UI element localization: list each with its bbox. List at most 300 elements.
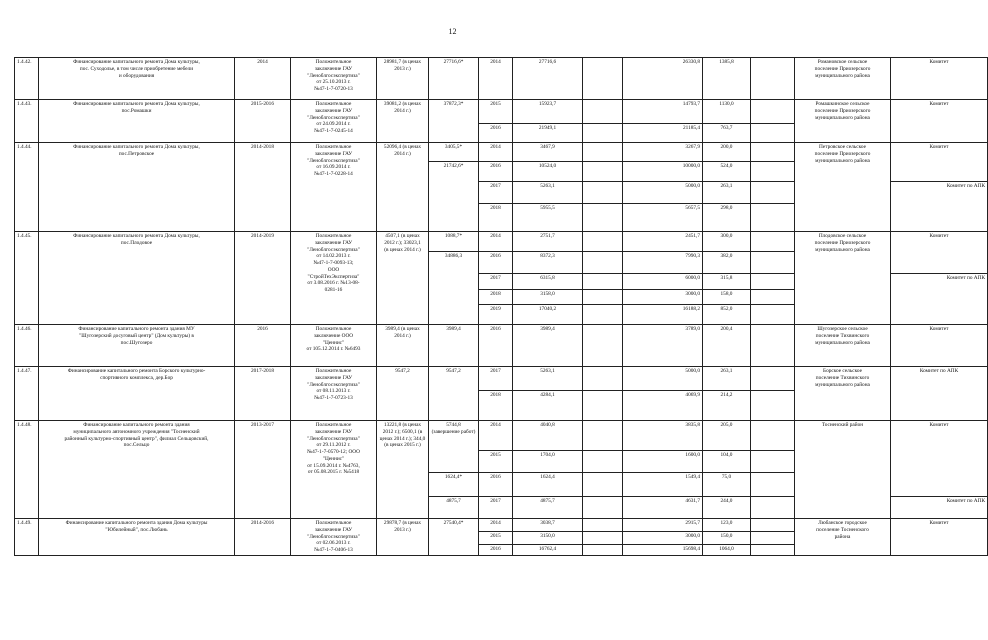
committee bbox=[891, 367, 988, 421]
recipient-text: Тосненский район bbox=[821, 422, 864, 428]
spacer-cell bbox=[583, 325, 623, 367]
year-text: 2016 bbox=[490, 326, 501, 332]
program-table bbox=[14, 57, 988, 556]
local-budget bbox=[703, 497, 751, 519]
spacer-cell bbox=[751, 290, 795, 305]
regional-budget-text: 15698,4 bbox=[682, 545, 700, 552]
funding-need-text: 37872,3* bbox=[443, 101, 464, 107]
expertise-text: Положительное заключение ГАУ "Леноблгосэкспертиза" от 16.09.2014 г. №47-1-7-0228-14 bbox=[307, 144, 360, 178]
row-number bbox=[15, 325, 39, 367]
row-number-text: 1.4.47. bbox=[17, 368, 32, 374]
object-name bbox=[39, 421, 235, 519]
local-budget-text: 763,7 bbox=[720, 125, 733, 131]
spacer-cell bbox=[751, 497, 795, 519]
period-text: 2015-2016 bbox=[251, 101, 274, 107]
total-amount bbox=[513, 143, 583, 162]
expertise bbox=[291, 367, 377, 421]
funding-need-text: 1088,7* bbox=[444, 233, 463, 239]
total-amount bbox=[513, 204, 583, 232]
spacer-cell bbox=[583, 290, 623, 305]
regional-budget bbox=[623, 143, 703, 162]
period bbox=[235, 325, 291, 367]
regional-budget-text: 4069,9 bbox=[685, 392, 700, 398]
total-amount bbox=[513, 391, 583, 421]
local-budget bbox=[703, 124, 751, 143]
row-number bbox=[15, 519, 39, 556]
total-amount-text: 5955,5 bbox=[540, 205, 555, 211]
local-budget bbox=[703, 290, 751, 305]
committee bbox=[891, 100, 988, 143]
local-budget-text: 382,0 bbox=[720, 253, 733, 259]
funding-need-text: 27540,4* bbox=[443, 520, 464, 526]
total-amount-text: 21949,1 bbox=[538, 125, 557, 131]
period bbox=[235, 100, 291, 143]
spacer-cell bbox=[583, 497, 623, 519]
regional-budget bbox=[623, 58, 703, 100]
committee bbox=[891, 497, 988, 519]
spacer-cell bbox=[583, 451, 623, 473]
local-budget-text: 158,0 bbox=[720, 291, 733, 297]
committee-text: Комитет bbox=[929, 144, 949, 150]
committee bbox=[891, 143, 988, 182]
year-text: 2018 bbox=[490, 205, 501, 211]
local-budget bbox=[703, 305, 751, 325]
year bbox=[479, 497, 513, 519]
year-text: 2019 bbox=[490, 306, 501, 312]
funding-need-text: 27716,6* bbox=[443, 59, 464, 65]
local-budget bbox=[703, 325, 751, 367]
period bbox=[235, 143, 291, 232]
row-number bbox=[15, 143, 39, 232]
local-budget-text: 75,0 bbox=[721, 474, 732, 480]
local-budget bbox=[703, 252, 751, 274]
total-amount bbox=[513, 451, 583, 473]
regional-budget-text: 16188,2 bbox=[682, 306, 700, 312]
committee bbox=[891, 182, 988, 232]
spacer-cell bbox=[751, 473, 795, 497]
spacer-cell bbox=[583, 232, 623, 252]
year bbox=[479, 58, 513, 100]
estimated-cost bbox=[377, 367, 429, 421]
total-amount-text: 1624,4 bbox=[540, 474, 555, 480]
committee bbox=[891, 519, 988, 556]
row-number-text: 1.4.48. bbox=[17, 422, 32, 428]
regional-budget-text: 2915,7 bbox=[685, 520, 700, 526]
total-amount bbox=[513, 325, 583, 367]
year bbox=[479, 325, 513, 367]
committee-text: Комитет по АПК bbox=[946, 275, 985, 281]
regional-budget-text: 4631,7 bbox=[685, 498, 700, 504]
table-row bbox=[15, 232, 988, 252]
local-budget bbox=[703, 367, 751, 391]
spacer-cell bbox=[751, 532, 795, 544]
regional-budget bbox=[623, 519, 703, 532]
year-text: 2018 bbox=[490, 291, 501, 297]
row-number-text: 1.4.44. bbox=[17, 144, 32, 150]
estimated-cost-text: 39081,2 (в ценах 2014 г.) bbox=[383, 101, 422, 114]
object-name bbox=[39, 367, 235, 421]
committee-text: Комитет bbox=[929, 233, 949, 239]
estimated-cost-text: 13221,8 (в ценах 2012 г.); 6500,1 (в ценах 2014 г.); 344,0 (в ценах 2015 г.) bbox=[379, 422, 426, 449]
year-text: 2016 bbox=[490, 474, 501, 480]
expertise-text: Положительное заключение ГАУ "Леноблгосэкспертиза" от 14.02.2013 г. №47-1-7-0093-13; ООО "СтройТехЭкспертиза" от 3.08.2016 г. №13-08- 0281-16 bbox=[307, 233, 360, 294]
estimated-cost-text: 3989,4 (в ценах 2014 г.) bbox=[385, 326, 420, 339]
funding-need-text: 9547,2 bbox=[446, 368, 461, 374]
year bbox=[479, 232, 513, 252]
total-amount-text: 17040,2 bbox=[538, 306, 557, 312]
regional-budget bbox=[623, 274, 703, 290]
funding-need-text: 34886,3 bbox=[444, 253, 463, 259]
table-row bbox=[15, 325, 988, 367]
regional-budget-text: 26330,8 bbox=[682, 59, 700, 65]
regional-budget-text: 3000,0 bbox=[685, 533, 700, 540]
recipient-text: Петровское сельское поселение Приозерского муниципального района bbox=[814, 144, 871, 164]
spacer-cell bbox=[751, 124, 795, 143]
object-name bbox=[39, 143, 235, 232]
year bbox=[479, 367, 513, 391]
funding-need bbox=[429, 473, 479, 497]
row-number-text: 1.4.49. bbox=[17, 520, 32, 526]
expertise-text: Положительное заключение ООО "Ценнис" от 105.12.2014 г. №6493 bbox=[306, 326, 361, 353]
recipient bbox=[795, 58, 891, 100]
table-row bbox=[15, 58, 988, 100]
regional-budget bbox=[623, 451, 703, 473]
expertise bbox=[291, 519, 377, 556]
object-name-text: Финансирование капитального ремонта Дома культуры, пос.Плодовое bbox=[73, 233, 200, 246]
period-text: 2016 bbox=[257, 326, 268, 332]
local-budget-text: 298,0 bbox=[720, 205, 733, 211]
local-budget bbox=[703, 519, 751, 532]
funding-need bbox=[429, 421, 479, 473]
year-text: 2017 bbox=[490, 275, 501, 281]
regional-budget-text: 3000,0 bbox=[685, 291, 700, 297]
local-budget-text: 315,8 bbox=[720, 275, 733, 281]
regional-budget bbox=[623, 100, 703, 124]
period bbox=[235, 367, 291, 421]
total-amount-text: 27716,6 bbox=[538, 59, 557, 65]
funding-need-text: 3405,5* bbox=[444, 144, 463, 150]
object-name bbox=[39, 100, 235, 143]
total-amount bbox=[513, 124, 583, 143]
expertise-text: Положительное заключение ГАУ "Леноблгосэкспертиза" от 08.11.2013 г. №47-1-7-0723-13 bbox=[307, 368, 360, 402]
local-budget bbox=[703, 274, 751, 290]
spacer-cell bbox=[583, 274, 623, 290]
estimated-cost-text: 9547,2 bbox=[395, 368, 410, 374]
regional-budget-text: 1600,0 bbox=[685, 452, 700, 458]
year bbox=[479, 274, 513, 290]
year-text: 2018 bbox=[490, 392, 501, 398]
year bbox=[479, 252, 513, 274]
funding-need bbox=[429, 162, 479, 232]
regional-budget bbox=[623, 124, 703, 143]
expertise bbox=[291, 143, 377, 232]
recipient bbox=[795, 232, 891, 325]
year bbox=[479, 473, 513, 497]
year-text: 2014 bbox=[490, 233, 501, 239]
local-budget bbox=[703, 544, 751, 555]
year bbox=[479, 451, 513, 473]
period bbox=[235, 519, 291, 556]
recipient bbox=[795, 367, 891, 421]
year bbox=[479, 204, 513, 232]
local-budget bbox=[703, 143, 751, 162]
year-text: 2014 bbox=[490, 422, 501, 428]
expertise bbox=[291, 100, 377, 143]
regional-budget-text: 10000,0 bbox=[682, 163, 700, 169]
total-amount-text: 3038,7 bbox=[540, 520, 555, 526]
funding-need bbox=[429, 252, 479, 325]
row-number bbox=[15, 100, 39, 143]
page-number: 12 bbox=[448, 27, 457, 36]
local-budget bbox=[703, 391, 751, 421]
total-amount-text: 4284,1 bbox=[540, 392, 555, 398]
local-budget-text: 852,0 bbox=[720, 306, 733, 312]
row-number-text: 1.4.45. bbox=[17, 233, 32, 239]
total-amount bbox=[513, 473, 583, 497]
year-text: 2016 bbox=[490, 125, 501, 131]
total-amount-text: 16762,4 bbox=[538, 545, 557, 552]
year-text: 2017 bbox=[490, 183, 501, 189]
table-row bbox=[15, 519, 988, 532]
spacer-cell bbox=[583, 473, 623, 497]
regional-budget-text: 3835,8 bbox=[685, 422, 700, 428]
recipient-text: Плодовское сельское поселение Приозерского муниципального района bbox=[814, 233, 871, 253]
local-budget-text: 1130,0 bbox=[719, 101, 734, 107]
period bbox=[235, 232, 291, 325]
spacer-cell bbox=[751, 204, 795, 232]
committee bbox=[891, 58, 988, 100]
expertise-text: Положительное заключение ГАУ "Леноблгосэкспертиза" от 02.06.2013 г. №47-1-7-0406-13 bbox=[307, 520, 360, 554]
regional-budget bbox=[623, 204, 703, 232]
object-name bbox=[39, 519, 235, 556]
funding-need bbox=[429, 58, 479, 100]
regional-budget-text: 6000,0 bbox=[685, 275, 700, 281]
local-budget-text: 200,0 bbox=[720, 144, 733, 150]
total-amount bbox=[513, 252, 583, 274]
expertise bbox=[291, 421, 377, 519]
funding-need bbox=[429, 497, 479, 519]
recipient-text: Романовское сельское поселение Приозерского муниципального района bbox=[814, 59, 871, 79]
total-amount-text: 6315,8 bbox=[540, 275, 555, 281]
recipient bbox=[795, 143, 891, 232]
committee-text: Комитет bbox=[929, 101, 949, 107]
spacer-cell bbox=[583, 100, 623, 124]
year-text: 2016 bbox=[490, 253, 501, 259]
object-name-text: Финансирование капитального ремонта здания Дома культуры "Юбилейный", пос.Любань bbox=[65, 520, 208, 533]
total-amount bbox=[513, 532, 583, 544]
spacer-cell bbox=[583, 544, 623, 555]
total-amount bbox=[513, 162, 583, 182]
object-name bbox=[39, 232, 235, 325]
year bbox=[479, 162, 513, 182]
local-budget-text: 104,0 bbox=[720, 452, 733, 458]
period-text: 2014-2019 bbox=[251, 233, 274, 239]
period-text: 2013-2017 bbox=[251, 422, 274, 428]
period-text: 2014 bbox=[257, 59, 268, 65]
spacer-cell bbox=[583, 124, 623, 143]
object-name-text: Финансирование капитального ремонта Борского культурно- спортивного комплекса, дер.Бор bbox=[67, 368, 206, 381]
year bbox=[479, 143, 513, 162]
spacer-cell bbox=[583, 143, 623, 162]
estimated-cost-text: 29878,7 (в ценах 2013 г.) bbox=[383, 520, 422, 533]
spacer-cell bbox=[583, 519, 623, 532]
year bbox=[479, 124, 513, 143]
spacer-cell bbox=[751, 182, 795, 204]
spacer-cell bbox=[751, 421, 795, 451]
local-budget bbox=[703, 162, 751, 182]
expertise bbox=[291, 232, 377, 325]
recipient-text: Любанское городское поселение Тосненского района bbox=[816, 520, 869, 540]
total-amount bbox=[513, 182, 583, 204]
regional-budget bbox=[623, 290, 703, 305]
regional-budget bbox=[623, 367, 703, 391]
year bbox=[479, 290, 513, 305]
spacer-cell bbox=[583, 391, 623, 421]
expertise-text: Положительное заключение ГАУ "Леноблгосэкспертиза" от 29.11.2012 г. №47-1-7-0570-12; ООО "Ценнис" от 15.09.2014 г. №4763, от 05.08.2015 г. №5418 bbox=[307, 422, 360, 476]
table-row bbox=[15, 367, 988, 391]
committee bbox=[891, 325, 988, 367]
spacer-cell bbox=[751, 143, 795, 162]
spacer-cell bbox=[583, 367, 623, 391]
year-text: 2015 bbox=[490, 533, 501, 540]
regional-budget-text: 5000,0 bbox=[685, 368, 700, 374]
local-budget bbox=[703, 232, 751, 252]
year-text: 2015 bbox=[490, 101, 501, 107]
local-budget bbox=[703, 182, 751, 204]
expertise bbox=[291, 58, 377, 100]
recipient bbox=[795, 519, 891, 556]
local-budget-text: 300,0 bbox=[720, 233, 733, 239]
row-number bbox=[15, 58, 39, 100]
funding-need bbox=[429, 325, 479, 367]
funding-need bbox=[429, 519, 479, 556]
funding-need-text: 21742,6* bbox=[443, 163, 464, 169]
year-text: 2015 bbox=[490, 452, 501, 458]
total-amount-text: 3158,0 bbox=[540, 291, 555, 297]
row-number bbox=[15, 232, 39, 325]
total-amount-text: 4875,7 bbox=[540, 498, 555, 504]
total-amount bbox=[513, 100, 583, 124]
expertise-text: Положительное заключение ГАУ "Леноблгосэкспертиза" от 24.09.2014 г. №47-1-7-0245-14 bbox=[307, 101, 360, 135]
estimated-cost bbox=[377, 325, 429, 367]
funding-need bbox=[429, 367, 479, 421]
regional-budget-text: 5657,5 bbox=[685, 205, 700, 211]
period bbox=[235, 58, 291, 100]
total-amount-text: 8372,3 bbox=[540, 253, 555, 259]
committee bbox=[891, 274, 988, 325]
regional-budget-text: 1549,4 bbox=[685, 474, 700, 480]
year-text: 2017 bbox=[490, 368, 501, 374]
spacer-cell bbox=[583, 182, 623, 204]
table-row bbox=[15, 143, 988, 162]
estimated-cost bbox=[377, 100, 429, 143]
object-name-text: Финансирование капитального ремонта здания муниципального автономного учреждения "Тосненский районный культурно-спортивный центр", филиал Сельцовский, пос.Сельцо bbox=[64, 422, 209, 449]
period-text: 2014-2018 bbox=[251, 144, 274, 150]
total-amount-text: 15923,7 bbox=[538, 101, 557, 107]
total-amount-text: 10524,0 bbox=[538, 163, 557, 169]
local-budget-text: 524,0 bbox=[720, 163, 733, 169]
local-budget bbox=[703, 58, 751, 100]
committee-text: Комитет bbox=[929, 422, 949, 428]
spacer-cell bbox=[583, 58, 623, 100]
year bbox=[479, 532, 513, 544]
local-budget-text: 214,2 bbox=[720, 392, 733, 398]
committee-text: Комитет bbox=[929, 59, 949, 65]
spacer-cell bbox=[583, 252, 623, 274]
total-amount bbox=[513, 544, 583, 555]
regional-budget bbox=[623, 544, 703, 555]
local-budget-text: 263,1 bbox=[720, 183, 733, 189]
object-name bbox=[39, 325, 235, 367]
spacer-cell bbox=[583, 305, 623, 325]
spacer-cell bbox=[751, 252, 795, 274]
period-text: 2017-2018 bbox=[251, 368, 274, 374]
spacer-cell bbox=[583, 532, 623, 544]
estimated-cost-text: 4507,1 (в ценах 2012 г.); 33023,1 (в ценах 2014 г.) bbox=[384, 233, 421, 253]
year bbox=[479, 100, 513, 124]
year bbox=[479, 421, 513, 451]
local-budget-text: 263,1 bbox=[720, 368, 733, 374]
year-text: 2016 bbox=[490, 545, 501, 552]
year-text: 2014 bbox=[490, 520, 501, 526]
year-text: 2014 bbox=[490, 59, 501, 65]
regional-budget-text: 14793,7 bbox=[682, 101, 700, 107]
total-amount-text: 5263,1 bbox=[540, 368, 555, 374]
object-name-text: Финансирование капитального ремонта здания МУ "Шугозерский досуговый центр" (Дом культуры) в пос.Шугозеро bbox=[78, 326, 195, 346]
local-budget-text: 150,0 bbox=[720, 533, 733, 540]
local-budget-text: 1385,8 bbox=[719, 59, 734, 65]
regional-budget-text: 21185,4 bbox=[682, 125, 700, 131]
committee-text: Комитет bbox=[929, 520, 949, 526]
regional-budget bbox=[623, 391, 703, 421]
year bbox=[479, 182, 513, 204]
object-name-text: Финансирование капитального ремонта Дома культуры, пос.Ромашки bbox=[73, 101, 200, 114]
regional-budget-text: 2451,7 bbox=[685, 233, 700, 239]
recipient bbox=[795, 100, 891, 143]
year bbox=[479, 305, 513, 325]
period-text: 2014-2016 bbox=[251, 520, 274, 526]
regional-budget bbox=[623, 162, 703, 182]
object-name bbox=[39, 58, 235, 100]
row-number-text: 1.4.43. bbox=[17, 101, 32, 107]
table-row bbox=[15, 421, 988, 451]
estimated-cost bbox=[377, 421, 429, 519]
year bbox=[479, 391, 513, 421]
funding-need bbox=[429, 143, 479, 162]
period bbox=[235, 421, 291, 519]
regional-budget-text: 5000,0 bbox=[685, 183, 700, 189]
total-amount bbox=[513, 497, 583, 519]
local-budget-text: 1064,0 bbox=[719, 545, 734, 552]
estimated-cost-text: 28981,7 (в ценах 2013 г.) bbox=[383, 59, 422, 72]
year bbox=[479, 519, 513, 532]
local-budget bbox=[703, 473, 751, 497]
estimated-cost bbox=[377, 143, 429, 232]
regional-budget bbox=[623, 421, 703, 451]
spacer-cell bbox=[751, 325, 795, 367]
year-text: 2014 bbox=[490, 144, 501, 150]
spacer-cell bbox=[751, 305, 795, 325]
object-name-text: Финансирование капитального ремонта Дома культуры, пос. Суходолье, в том числе приобретение мебели и оборудования bbox=[73, 59, 200, 79]
regional-budget bbox=[623, 473, 703, 497]
row-number bbox=[15, 367, 39, 421]
spacer-cell bbox=[751, 367, 795, 391]
total-amount-text: 5263,1 bbox=[540, 183, 555, 189]
year-text: 2017 bbox=[490, 498, 501, 504]
funding-need-text: 4875,7 bbox=[446, 498, 461, 504]
estimated-cost bbox=[377, 519, 429, 556]
expertise bbox=[291, 325, 377, 367]
